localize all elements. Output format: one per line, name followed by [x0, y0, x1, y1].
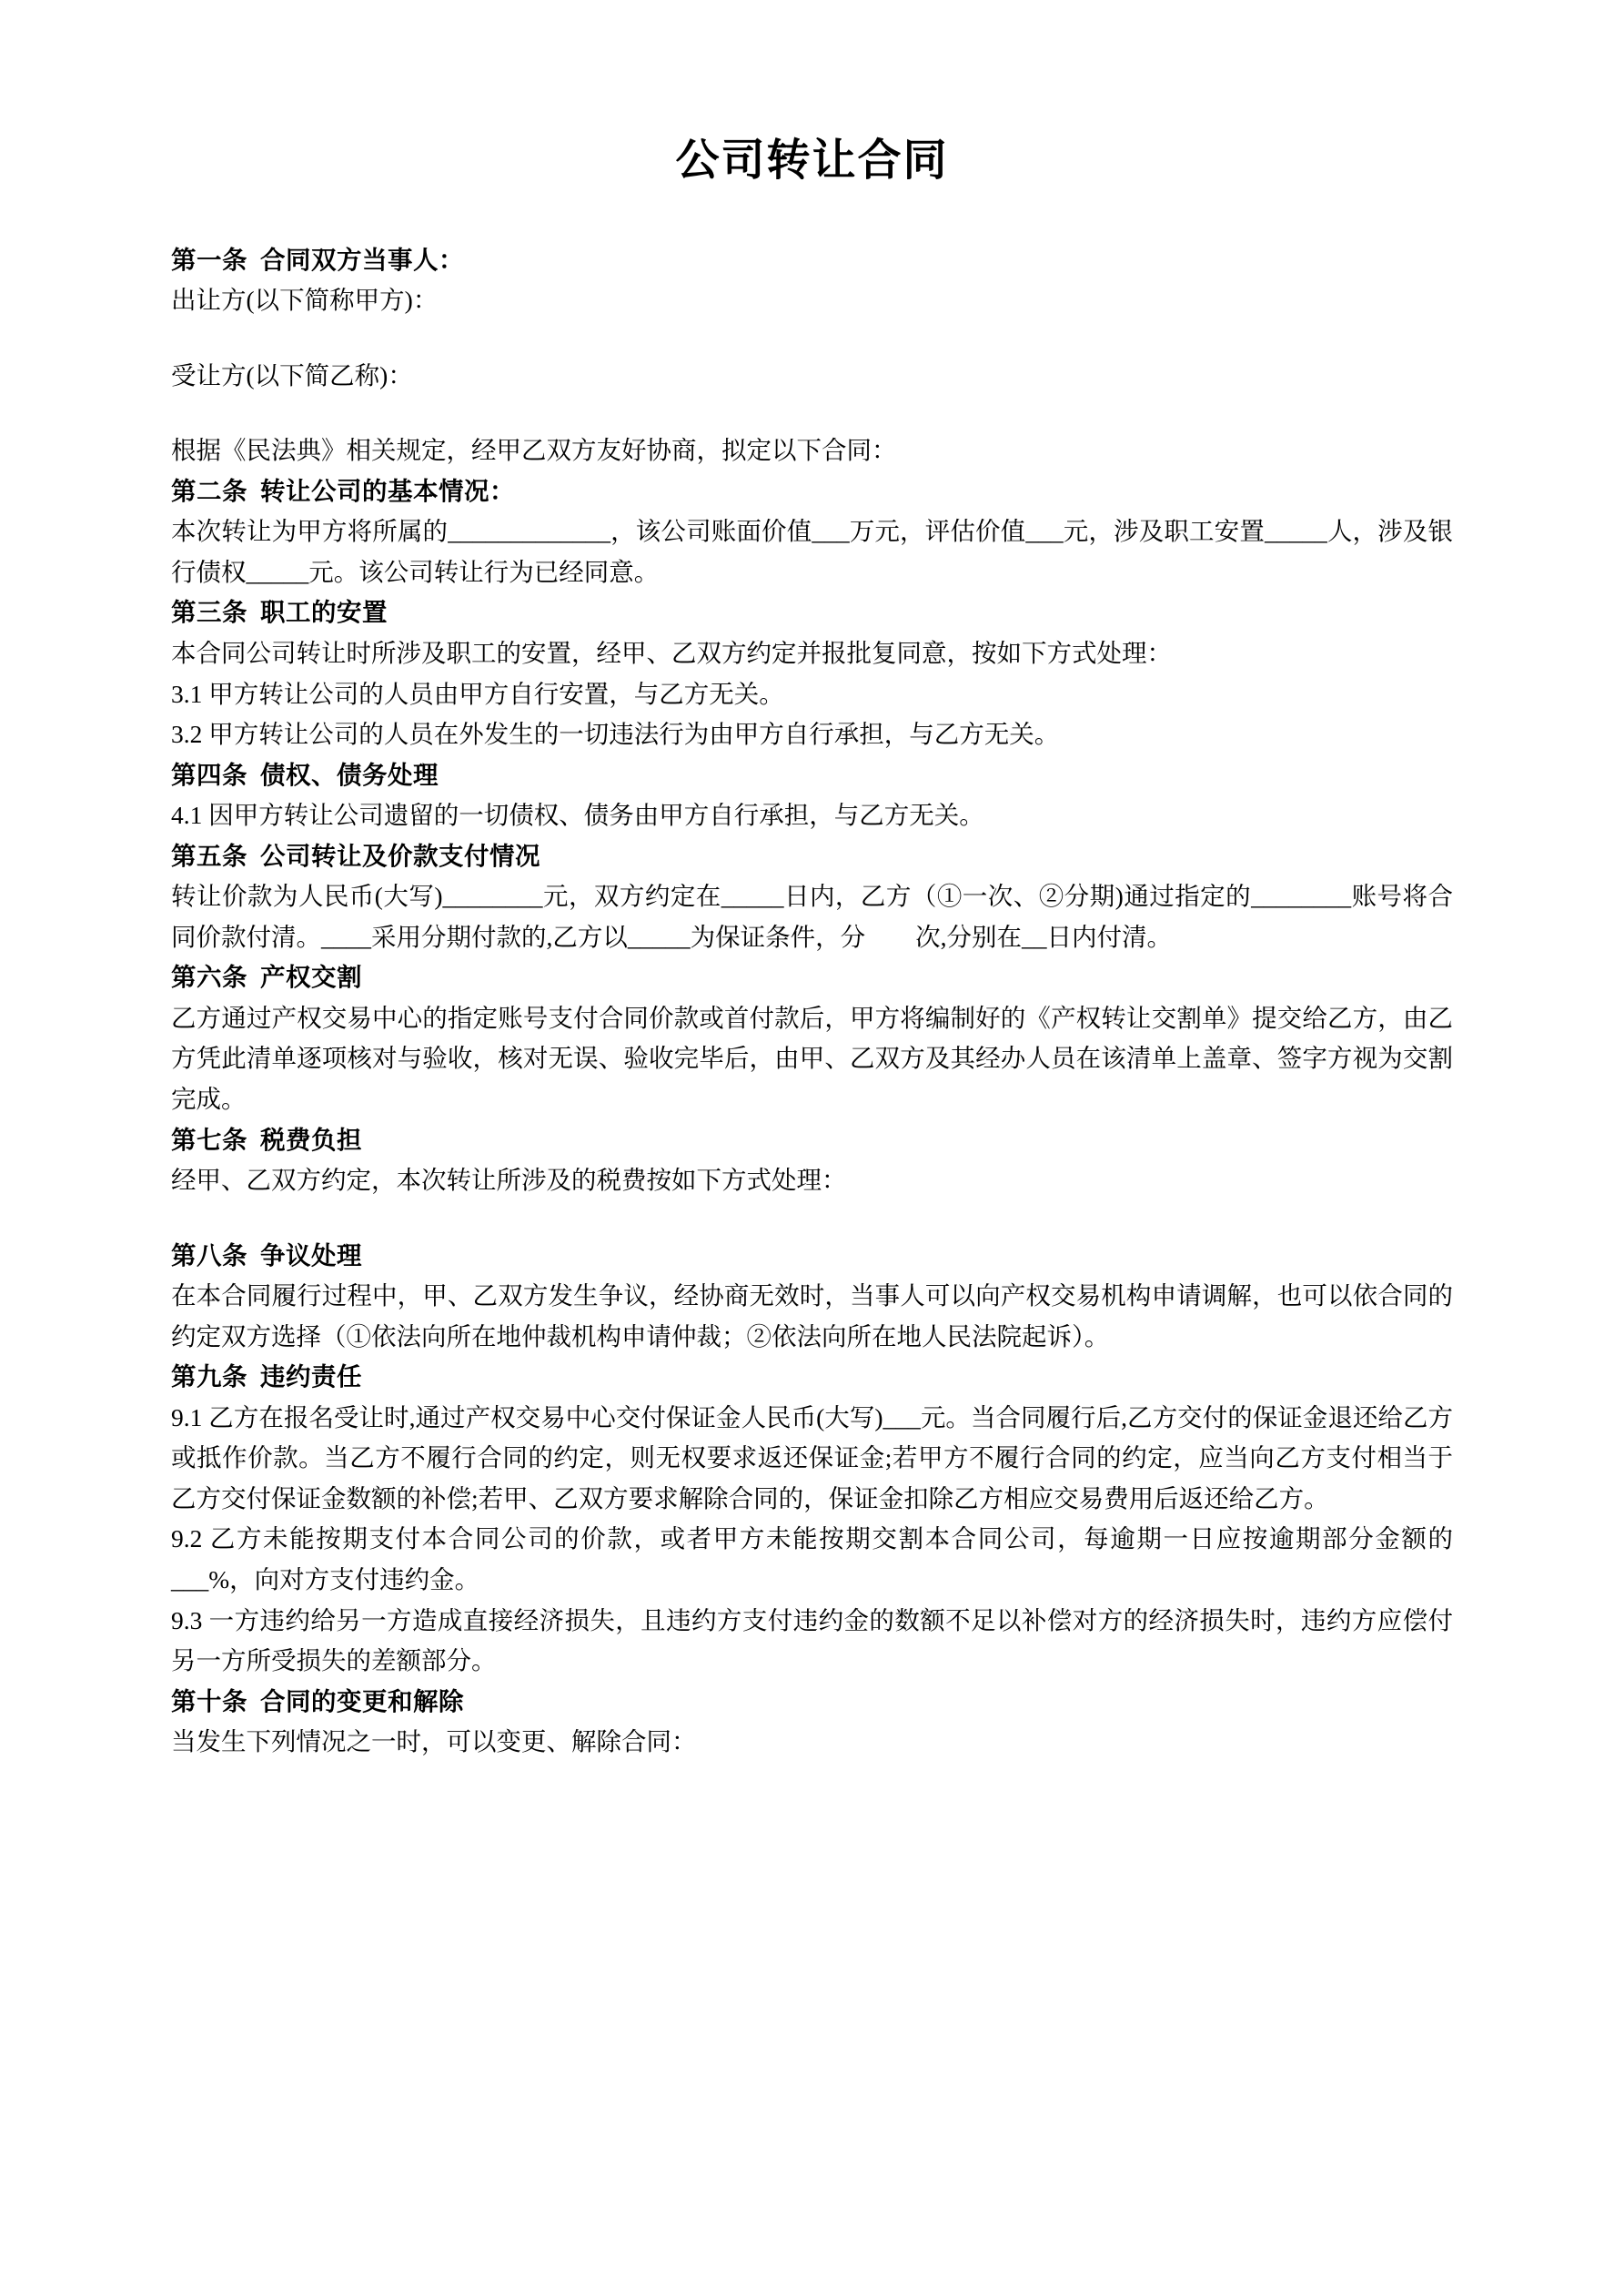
section-1-heading-text: 合同双方当事人： — [260, 245, 464, 274]
section-9-heading-number: 第九条 — [171, 1362, 247, 1391]
section-8-heading-number: 第八条 — [171, 1240, 247, 1269]
section-6-heading — [171, 957, 1453, 998]
section-1-heading — [171, 240, 1453, 281]
section-2-para-1: 本次转让为甲方将所属的_____________，该公司账面价值___万元，评估价值___元，涉及职工安置_____人，涉及银行债权_____元。该公司转让行为已经同意。 — [171, 517, 1453, 586]
section-10 — [171, 1682, 1453, 1763]
section-5 — [171, 836, 1453, 958]
section-9-heading-text: 违约责任 — [260, 1362, 362, 1391]
section-3-para-2: 3.1 甲方转让公司的人员由甲方自行安置，与乙方无关。 — [171, 679, 784, 708]
section-10-heading-text: 合同的变更和解除 — [260, 1686, 464, 1715]
section-7-heading-text: 税费负担 — [260, 1125, 362, 1154]
section-5-heading-text: 公司转让及价款支付情况 — [260, 841, 540, 870]
section-3 — [171, 592, 1453, 754]
section-7-heading-number: 第七条 — [171, 1125, 247, 1154]
spacer — [171, 1201, 1453, 1236]
section-2-heading-text: 转让公司的基本情况： — [260, 476, 515, 505]
section-3-heading-number: 第三条 — [171, 598, 247, 627]
section-9-para-2: 9.2 乙方未能按期支付本合同公司的价款，或者甲方未能按期交割本合同公司，每逾期一日应按逾期部分金额的___%，向对方支付违约金。 — [171, 1524, 1453, 1593]
spacer — [171, 321, 1453, 356]
section-10-heading-number: 第十条 — [171, 1686, 247, 1715]
section-8-para-1: 在本合同履行过程中，甲、乙双方发生争议，经协商无效时，当事人可以向产权交易机构申请调解，也可以依合同的约定双方选择（①依法向所在地仲裁机构申请仲裁；②依法向所在地人民法院起诉）。 — [171, 1281, 1453, 1350]
section-7 — [171, 1120, 1453, 1236]
section-5-heading-number: 第五条 — [171, 841, 247, 870]
spacer — [171, 396, 1453, 430]
section-7-heading — [171, 1120, 1453, 1161]
section-1-para-1: 出让方(以下简称甲方)： — [171, 286, 439, 315]
section-6-heading-number: 第六条 — [171, 963, 247, 992]
section-3-para-3: 3.2 甲方转让公司的人员在外发生的一切违法行为由甲方自行承担，与乙方无关。 — [171, 720, 1060, 749]
section-6-para-1: 乙方通过产权交易中心的指定账号支付合同价款或首付款后，甲方将编制好的《产权转让交割单》提交给乙方，由乙方凭此清单逐项核对与验收，核对无误、验收完毕后，由甲、乙双方及其经办人员在该清单上盖章、签字方视为交割完成。 — [171, 1003, 1453, 1113]
section-2-heading — [171, 471, 1453, 512]
section-4-para-1: 4.1 因甲方转让公司遗留的一切债权、债务由甲方自行承担，与乙方无关。 — [171, 801, 984, 830]
section-2 — [171, 471, 1453, 593]
section-3-heading-text: 职工的安置 — [260, 598, 388, 627]
section-6 — [171, 957, 1453, 1119]
section-4-heading — [171, 755, 1453, 796]
section-5-heading — [171, 836, 1453, 877]
section-6-heading-text: 产权交割 — [260, 963, 362, 992]
section-8 — [171, 1236, 1453, 1358]
section-10-heading — [171, 1682, 1453, 1723]
section-3-para-1: 本合同公司转让时所涉及职工的安置，经甲、乙双方约定并报批复同意，按如下方式处理： — [171, 638, 1172, 667]
section-8-heading — [171, 1236, 1453, 1277]
section-9-heading — [171, 1357, 1453, 1398]
section-1-para-2: 受让方(以下简乙称)： — [171, 360, 413, 389]
section-8-heading-text: 争议处理 — [260, 1240, 362, 1269]
section-4-heading-text: 债权、债务处理 — [260, 760, 439, 789]
section-7-para-1: 经甲、乙双方约定，本次转让所涉及的税费按如下方式处理： — [171, 1166, 847, 1195]
section-2-heading-number: 第二条 — [171, 476, 247, 505]
section-10-para-1: 当发生下列情况之一时，可以变更、解除合同： — [171, 1727, 697, 1756]
section-5-para-1: 转让价款为人民币(大写)________元，双方约定在_____日内，乙方（①一次、②分期)通过指定的________账号将合同价款付清。____采用分期付款的,乙方以_____为保证条件，分 次,分别在__日内付清。 — [171, 882, 1453, 951]
section-9-para-3: 9.3 一方违约给另一方造成直接经济损失，且违约方支付违约金的数额不足以补偿对方的经济损失时，违约方应偿付另一方所受损失的差额部分。 — [171, 1605, 1453, 1675]
section-3-heading — [171, 592, 1453, 633]
section-1-para-3: 根据《民法典》相关规定，经甲乙双方友好协商，拟定以下合同： — [171, 436, 897, 465]
section-9 — [171, 1357, 1453, 1681]
section-1-heading-number: 第一条 — [171, 245, 247, 274]
section-1 — [171, 240, 1453, 471]
page-title: 公司转让合同 — [675, 137, 949, 185]
section-9-para-1: 9.1 乙方在报名受让时,通过产权交易中心交付保证金人民币(大写)___元。当合同履行后,乙方交付的保证金退还给乙方或抵作价款。当乙方不履行合同的约定，则无权要求返还保证金;若甲方不履行合同的约定，应当向乙方支付相当于乙方交付保证金数额的补偿;若甲、乙双方要求解除合同的，保证金扣除乙方相应交易费用后返还给乙方。 — [171, 1402, 1453, 1512]
section-4 — [171, 755, 1453, 836]
section-4-heading-number: 第四条 — [171, 760, 247, 789]
